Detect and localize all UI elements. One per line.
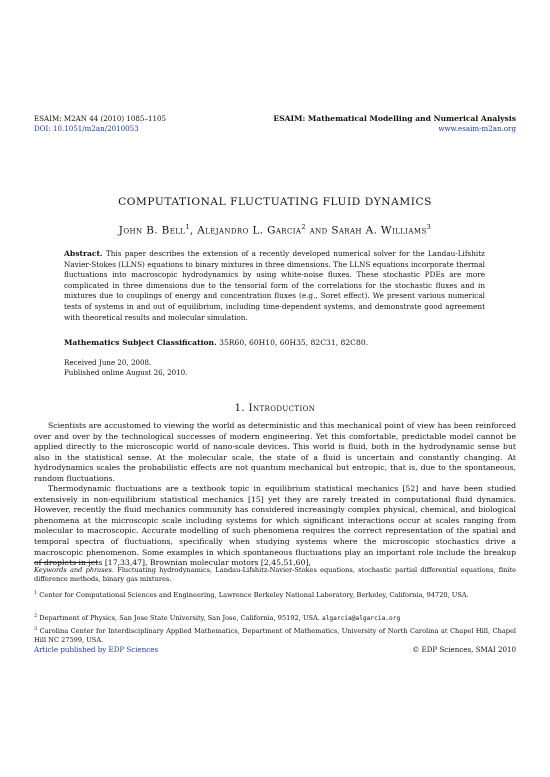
author-name: John B. Bell xyxy=(118,224,186,237)
footnote-rule xyxy=(34,562,98,563)
affiliation-footnote-2 xyxy=(34,612,516,624)
affiliation-footnote-1 xyxy=(34,589,516,600)
footnote-mark: 1 xyxy=(34,590,38,596)
received-date: Received June 20, 2008. xyxy=(64,358,152,367)
abstract-text: This paper describes the extension of a recently developed numerical solver for the Landau-Lifshitz Navier-Stokes (LLNS) equations to binary mixtures in three dimensions. The LLNS equations incorporate thermal fluctuations into macroscopic hydrodynamics by using white-noise fluxes. These stochastic PDEs are more complicated in three dimensions due to the tensorial form of the correlations for the stochastic fluxes and in mixtures due to couplings of energy and concentration fluxes (e.g., Soret effect). We present various numerical tests of systems in and out of equilibrium, including time-dependent systems, and demonstrate good agreement with theoretical results and molecular simulation. xyxy=(64,249,485,322)
affiliation-text: Carolina Center for Interdisciplinary Applied Mathematics, Department of Mathematics, University of North Carolina at Chapel Hill, Chapel Hill NC 27599, USA. xyxy=(34,627,516,644)
body-text xyxy=(34,421,516,569)
affiliation-text: Department of Physics, San Jose State University, San Jose, California, 95192, USA. xyxy=(37,614,322,623)
msc-label: Mathematics Subject Classification. xyxy=(64,338,217,347)
keywords-label: Keywords and phrases. xyxy=(34,566,114,574)
doi-link[interactable] xyxy=(34,124,139,134)
author-list xyxy=(0,223,550,236)
footnote-mark: 3 xyxy=(34,626,38,632)
paper-title: COMPUTATIONAL FLUCTUATING FLUID DYNAMICS xyxy=(118,196,432,208)
journal-name: ESAIM: Mathematical Modelling and Numerical Analysis xyxy=(273,114,516,123)
subject-classification xyxy=(64,337,485,348)
publisher-link[interactable]: Article published by EDP Sciences xyxy=(34,645,159,654)
section-heading: 1. Introduction xyxy=(234,403,316,414)
author-affiliation-mark: 2 xyxy=(301,223,306,231)
affiliation-text: Center for Computational Sciences and Engineering, Lawrence Berkeley National Laboratory, Berkeley, California, 94720, USA. xyxy=(37,591,469,600)
abstract-label: Abstract. xyxy=(64,249,103,258)
copyright-notice: © EDP Sciences, SMAI 2010 xyxy=(412,645,516,654)
abstract xyxy=(64,249,485,323)
keywords-footnote xyxy=(34,566,516,583)
author-email[interactable]: algarcia@algarcia.org xyxy=(321,615,401,623)
author-name: Sarah A. Williams xyxy=(331,224,427,237)
msc-codes: 35R60, 60H10, 60H35, 82C31, 82C80. xyxy=(216,338,369,347)
journal-website-link[interactable]: www.esaim-m2an.org xyxy=(438,124,516,133)
paragraph: Scientists are accustomed to viewing the world as deterministic and this mechanical point of view has been reinforced over and over by the technological successes of modern engineering. Yet this comfortable, predictable model cannot be applied directly to the microscopic world of nano-scale devices. This world is fluid, both in the hydrodynamic sense but also in the statistical sense. At the molecular scale, the state of a fluid is uncertain and constantly changing. At hydrodynamics scales the probabilistic effects are not quantum mechanical but entropic, that is, due to the spontaneous, random fluctuations. xyxy=(34,421,516,483)
journal-citation: ESAIM: M2AN 44 (2010) 1085–1105 xyxy=(34,114,167,123)
published-date: Published online August 26, 2010. xyxy=(64,367,188,377)
author-conjunction: and xyxy=(305,224,332,237)
publication-dates xyxy=(64,358,187,377)
footnote-mark: 2 xyxy=(34,613,38,619)
author-name: Alejandro L. Garcia xyxy=(197,224,302,237)
keywords-text: Fluctuating hydrodynamics, Landau-Lifshitz-Navier-Stokes equations, stochastic partial differential equations, finite difference methods, binary gas mixtures. xyxy=(34,566,516,583)
author-separator: , xyxy=(189,224,198,237)
author-affiliation-mark: 1 xyxy=(185,223,190,231)
paragraph: Thermodynamic fluctuations are a textbook topic in equilibrium statistical mechanics [52] and have been studied extensively in non-equilibrium statistical mechanics [15] yet they are rarely treated in computational fluid dynamics. However, recently the fluid mechanics community has considered increasingly complex physical, chemical, and biological phenomena at the microscopic scale including systems for which significant interactions occur at scales ranging from molecular to macroscopic. Accurate modelling of such phenomena requires the correct representation of the spatial and temporal spectra of fluctuations, specifically when studying systems where the microscopic stochastics drive a macroscopic phenomenon. Some examples in which spontaneous fluctuations play an important role include the breakup of droplets in jets [17,33,47], Brownian molecular motors [2,45,51,60], xyxy=(34,484,516,568)
doi-text: DOI: 10.1051/m2an/2010053 xyxy=(34,124,139,133)
affiliation-footnote-3 xyxy=(34,625,516,644)
author-affiliation-mark: 3 xyxy=(426,223,432,231)
